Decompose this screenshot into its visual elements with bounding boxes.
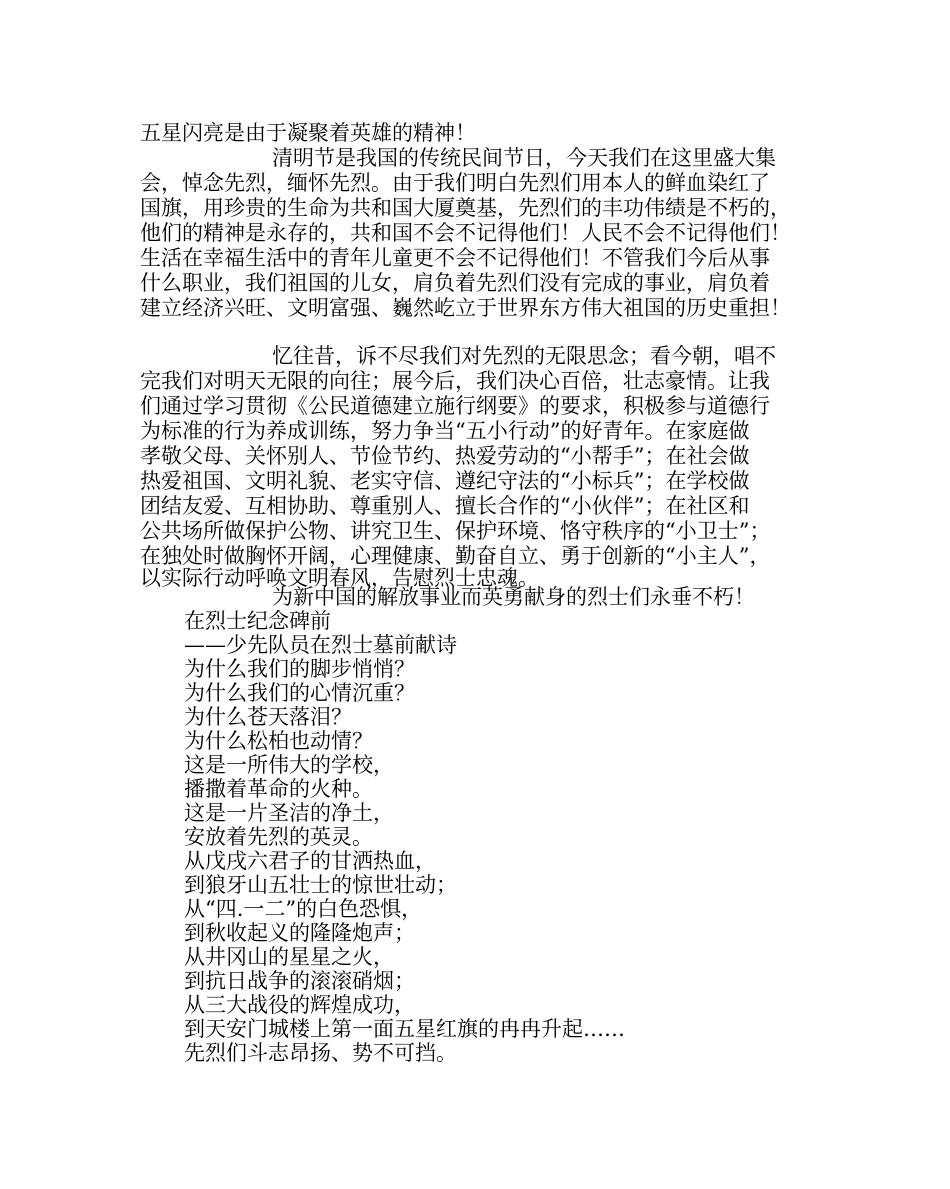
poem-line: 从“四.一二”的白色恐惧， [184,897,423,921]
tribute-line: 为新中国的解放事业而英勇献身的烈士们永垂不朽！ [272,585,755,609]
poem-line: 为什么我们的心情沉重？ [184,681,415,705]
poem-line: 安放着先烈的英灵。 [184,825,373,849]
paragraph-line: 公共场所做保护公物、讲究卫生、保护环境、恪守秩序的“小卫士”； [140,519,771,543]
poem-line: 到天安门城楼上第一面五星红旗的冉冉升起…… [184,1017,625,1041]
poem-line: 这是一片圣洁的净土， [184,801,394,825]
poem-subtitle: ——少先队员在烈士墓前献诗 [184,633,457,657]
paragraph-line: 们通过学习贯彻《公民道德建立施行纲要》的要求，积极参与道德行 [140,394,770,418]
paragraph-line: 在独处时做胸怀开阔，心理健康、勤奋自立、勇于创新的“小主人”， [140,544,771,568]
paragraph-line: 忆往昔，诉不尽我们对先烈的无限思念；看今朝，唱不 [272,344,776,368]
paragraph-line: 建立经济兴旺、文明富强、巍然屹立于世界东方伟大祖国的历史重担！ [140,296,791,320]
paragraph-line: 完我们对明天无限的向往；展今后，我们决心百倍，壮志豪情。让我 [140,369,770,393]
poem-line: 先烈们斗志昂扬、势不可挡。 [184,1041,457,1065]
paragraph-line: 国旗，用珍贵的生命为共和国大厦奠基，先烈们的丰功伟绩是不朽的， [140,196,791,220]
poem-line: 为什么松柏也动情？ [184,729,373,753]
poem-line: 这是一所伟大的学校， [184,753,394,777]
paragraph-line: 孝敬父母、关怀别人、节俭节约、热爱劳动的“小帮手”；在社会做 [140,444,750,468]
paragraph-line: 他们的精神是永存的，共和国不会不记得他们！人民不会不记得他们！ [140,221,791,245]
poem-line: 从三大战役的辉煌成功， [184,993,415,1017]
poem-line: 从戊戌六君子的甘洒热血， [184,849,436,873]
paragraph-line: 生活在幸福生活中的青年儿童更不会不记得他们！不管我们今后从事 [140,246,770,270]
paragraph-line: 团结友爱、互相协助、尊重别人、擅长合作的“小伙伴”；在社区和 [140,494,750,518]
poem-line: 到狼牙山五壮士的惊世壮动； [184,873,457,897]
paragraph-line: 会，悼念先烈，缅怀先烈。由于我们明白先烈们用本人的鲜血染红了 [140,171,770,195]
poem-line: 到抗日战争的滚滚硝烟； [184,969,415,993]
paragraph-line: 什么职业，我们祖国的儿女，肩负着先烈们没有完成的事业，肩负着 [140,271,770,295]
paragraph-line: 为标准的行为养成训练，努力争当“五小行动”的好青年。在家庭做 [140,419,750,443]
paragraph-line: 热爱祖国、文明礼貌、老实守信、遵纪守法的“小标兵”；在学校做 [140,469,750,493]
poem-line: 播撒着革命的火种。 [184,777,373,801]
paragraph-line: 以实际行动呼唤文明春风，告慰烈士忠魂。 [140,566,539,590]
text-line: 五星闪亮是由于凝聚着英雄的精神！ [140,121,476,145]
poem-line: 为什么苍天落泪？ [184,705,352,729]
poem-title: 在烈士纪念碑前 [184,609,331,633]
poem-line: 为什么我们的脚步悄悄？ [184,657,415,681]
poem-line: 到秋收起义的隆隆炮声； [184,921,415,945]
paragraph-line: 清明节是我国的传统民间节日，今天我们在这里盛大集 [272,146,776,170]
poem-line: 从井冈山的星星之火， [184,945,394,969]
